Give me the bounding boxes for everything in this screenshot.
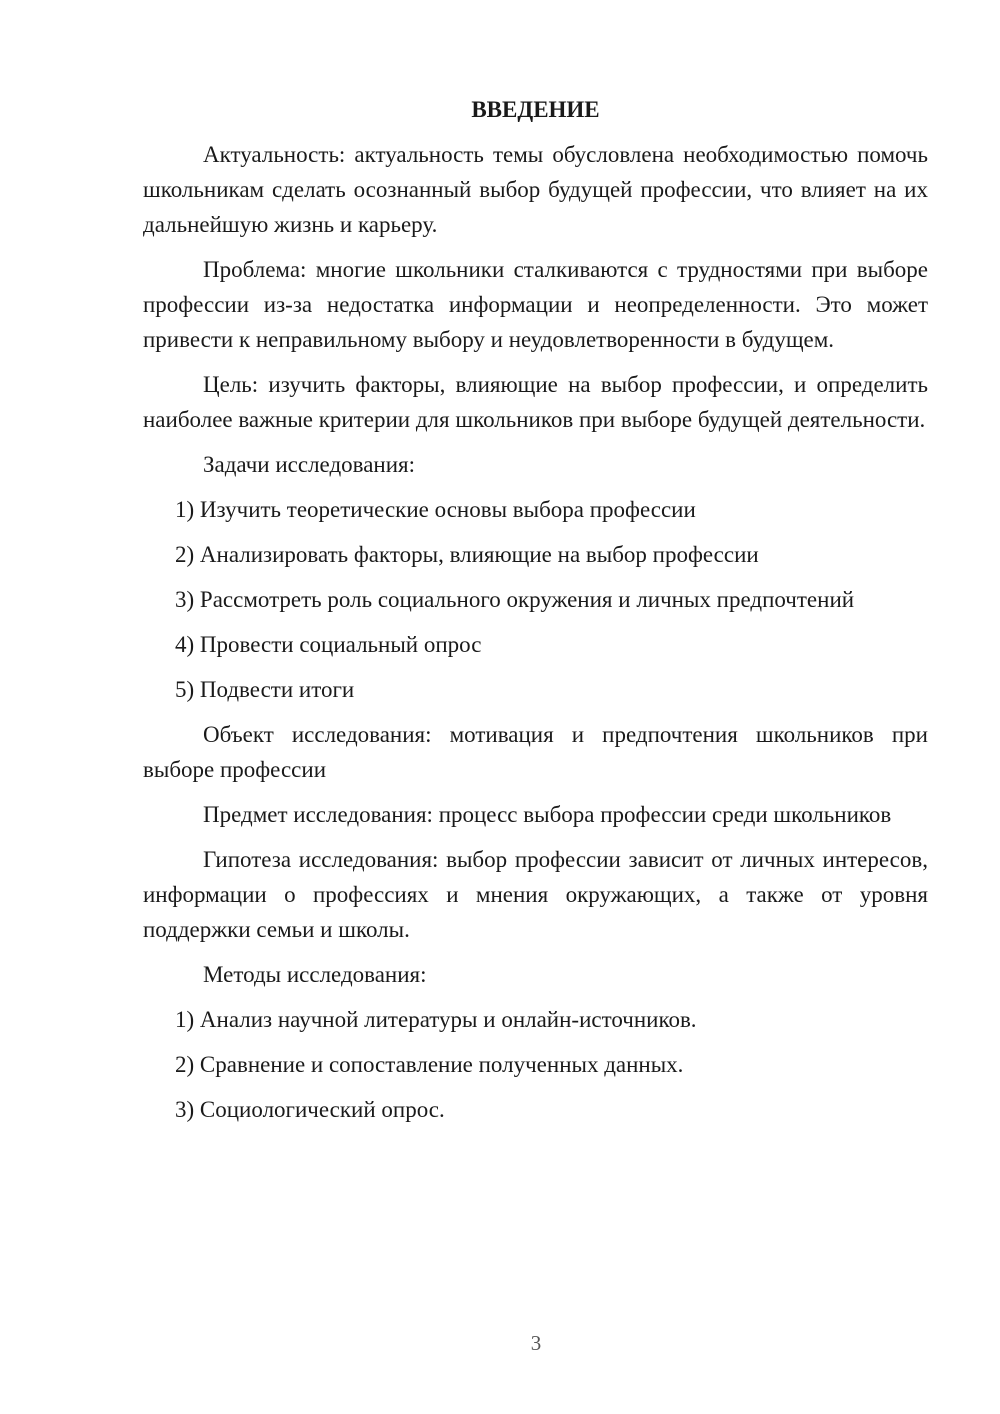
problem-paragraph: Проблема: многие школьники сталкиваются с трудностями при выборе профессии из-за недостатка информации и неопределенности. Это может привести к неправильному выбору и неудовлетворенности в будущем.: [143, 257, 928, 352]
goal-paragraph: Цель: изучить факторы, влияющие на выбор профессии, и определить наиболее важные критерии для школьников при выборе будущей деятельности.: [143, 372, 928, 432]
page-number: 3: [530, 1331, 542, 1355]
section-heading: ВВЕДЕНИЕ: [471, 97, 600, 122]
task-item: 3) Рассмотреть роль социального окружения и личных предпочтений: [175, 587, 855, 612]
object-paragraph: Объект исследования: мотивация и предпочтения школьников при выборе профессии: [143, 722, 928, 782]
subject-paragraph: Предмет исследования: процесс выбора профессии среди школьников: [203, 802, 892, 827]
method-item: 3) Социологический опрос.: [175, 1097, 445, 1122]
page-content: [143, 92, 928, 1137]
relevance-paragraph: Актуальность: актуальность темы обусловлена необходимостью помочь школьникам сделать осознанный выбор будущей профессии, что влияет на их дальнейшую жизнь и карьеру.: [143, 142, 928, 237]
task-item: 2) Анализировать факторы, влияющие на выбор профессии: [175, 542, 759, 567]
method-item: 2) Сравнение и сопоставление полученных данных.: [175, 1052, 684, 1077]
task-item: 4) Провести социальный опрос: [175, 632, 482, 657]
methods-heading: Методы исследования:: [203, 962, 427, 987]
task-item: 5) Подвести итоги: [175, 677, 355, 702]
method-item: 1) Анализ научной литературы и онлайн-источников.: [175, 1007, 697, 1032]
task-item: 1) Изучить теоретические основы выбора профессии: [175, 497, 696, 522]
hypothesis-paragraph: Гипотеза исследования: выбор профессии зависит от личных интересов, информации о профессиях и мнения окружающих, а также от уровня поддержки семьи и школы.: [143, 847, 928, 942]
tasks-heading: Задачи исследования:: [203, 452, 416, 477]
